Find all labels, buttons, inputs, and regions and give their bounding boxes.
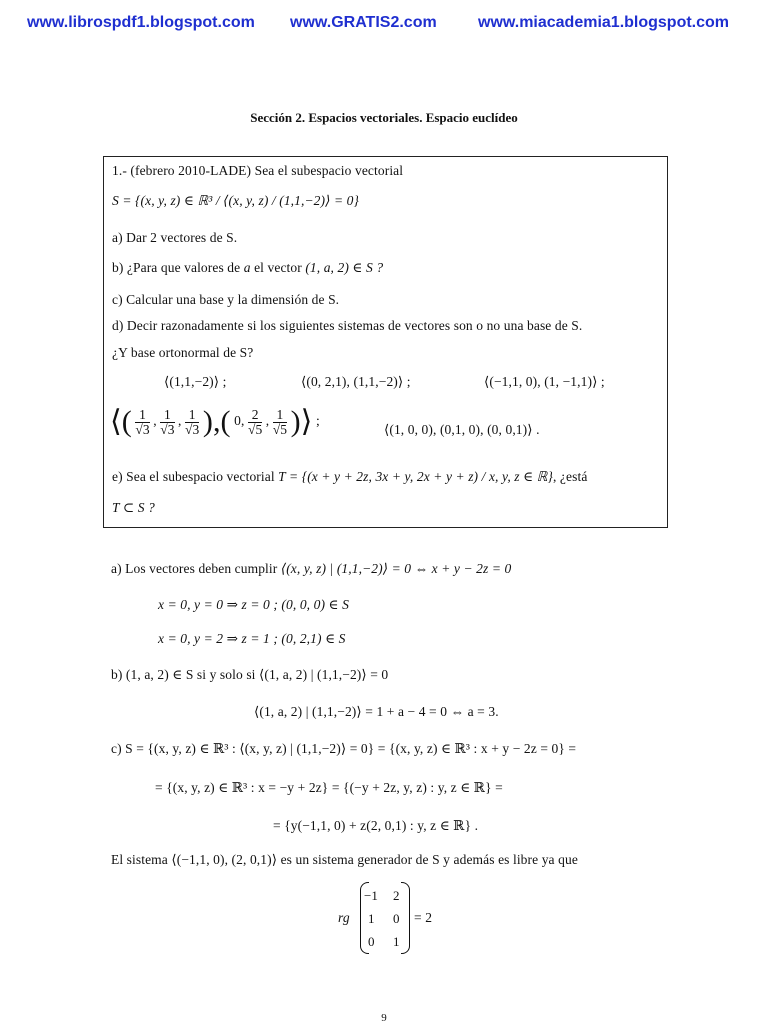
solution-system bbox=[111, 852, 578, 868]
system-5: ⟨(1, 0, 0), (0,1, 0), (0, 0,1)⟩ . bbox=[384, 422, 540, 437]
solution-a-example1: x = 0, y = 0 ⇒ z = 0 ; (0, 0, 0) ∈ S bbox=[158, 597, 349, 612]
matrix-cell: 1 bbox=[368, 911, 375, 926]
item-b-vector: (1, a, 2) ∈ S ? bbox=[305, 260, 384, 275]
angle-close: )⟩ bbox=[290, 405, 313, 438]
fraction bbox=[160, 408, 174, 437]
matrix-bracket-right bbox=[401, 882, 410, 954]
section-title: Sección 2. Espacios vectoriales. Espacio euclídeo bbox=[250, 110, 518, 125]
solution-system-pre: El sistema bbox=[111, 852, 168, 867]
item-b-mid: el vector bbox=[254, 260, 302, 275]
fraction-denominator: √3 bbox=[135, 421, 150, 437]
matrix-cell: −1 bbox=[364, 888, 378, 903]
rank-label: rg bbox=[338, 910, 350, 925]
angle-open: ⟨( bbox=[110, 405, 132, 438]
system-3: ⟨(−1,1, 0), (1, −1,1)⟩ ; bbox=[484, 374, 605, 389]
solution-system-post: es un sistema generador de S y además es libre ya que bbox=[280, 852, 578, 867]
item-e-post: , ¿está bbox=[552, 469, 588, 484]
system-4 bbox=[110, 407, 320, 437]
item-e-line2: T ⊂ S ? bbox=[112, 500, 155, 515]
fraction-numerator: 1 bbox=[135, 408, 149, 423]
problem-box bbox=[103, 156, 668, 528]
comma: , bbox=[178, 413, 182, 429]
item-d-line1: d) Decir razonadamente si los siguientes sistemas de vectores son o no una base de S. bbox=[112, 318, 583, 333]
solution-system-vectors: ⟨(−1,1, 0), (2, 0,1)⟩ bbox=[171, 852, 278, 867]
fraction-denominator: √3 bbox=[160, 421, 175, 437]
item-c: c) Calcular una base y la dimensión de S. bbox=[112, 292, 340, 307]
set-definition: S = {(x, y, z) ∈ ℝ³ / ⟨(x, y, z) / (1,1,−2)⟩ = 0} bbox=[112, 193, 360, 208]
item-e bbox=[112, 469, 587, 485]
item-e-pre: e) Sea el subespacio vectorial bbox=[112, 469, 275, 484]
solution-b: b) (1, a, 2) ∈ S si y solo si ⟨(1, a, 2) | (1,1,−2)⟩ = 0 bbox=[111, 667, 389, 682]
header-link-gratis2[interactable]: www.GRATIS2.com bbox=[290, 14, 437, 31]
solution-a-expr: ⟨(x, y, z) | (1,1,−2)⟩ = 0 ⇔ x + y − 2z = 0 bbox=[280, 561, 512, 576]
fraction bbox=[273, 408, 287, 437]
fraction bbox=[135, 408, 149, 437]
matrix-cell: 0 bbox=[368, 934, 375, 949]
fraction-numerator: 1 bbox=[160, 408, 174, 423]
rank-result: = 2 bbox=[414, 910, 433, 925]
fraction bbox=[248, 408, 262, 437]
fraction-numerator: 2 bbox=[248, 408, 262, 423]
item-b-var: a bbox=[243, 260, 251, 275]
item-e-set: T = {(x + y + 2z, 3x + y, 2x + y + z) / x, y, z ∈ ℝ} bbox=[278, 469, 553, 484]
page-number: 9 bbox=[381, 1012, 387, 1024]
solution-c-line3: = {y(−1,1, 0) + z(2, 0,1) : y, z ∈ ℝ} . bbox=[273, 818, 479, 833]
rank-matrix bbox=[360, 882, 410, 952]
fraction-denominator: √5 bbox=[247, 421, 263, 437]
solution-a-example2: x = 0, y = 2 ⇒ z = 1 ; (0, 2,1) ∈ S bbox=[158, 631, 346, 646]
header-link-miacademia[interactable]: www.miacademia1.blogspot.com bbox=[478, 14, 730, 31]
solution-c-line1: c) S = {(x, y, z) ∈ ℝ³ : ⟨(x, y, z) | (1,1,−2)⟩ = 0} = {(x, y, z) ∈ ℝ³ : x + y − 2z = 0} = bbox=[111, 741, 577, 756]
solution-a-text: a) Los vectores deben cumplir bbox=[111, 561, 278, 576]
paren-close: ),( bbox=[202, 405, 231, 438]
header-link-librospdf[interactable]: www.librospdf1.blogspot.com bbox=[27, 14, 255, 31]
problem-intro: 1.- (febrero 2010-LADE) Sea el subespacio vectorial bbox=[112, 163, 404, 178]
item-d-line2: ¿Y base ortonormal de S? bbox=[112, 345, 254, 360]
solution-b-calc: ⟨(1, a, 2) | (1,1,−2)⟩ = 1 + a − 4 = 0 ⇔ a = 3. bbox=[254, 704, 499, 719]
system-2: ⟨(0, 2,1), (1,1,−2)⟩ ; bbox=[301, 374, 411, 389]
semicolon: ; bbox=[315, 413, 320, 429]
zero-component: 0, bbox=[234, 413, 245, 429]
item-b-pre: b) ¿Para que valores de bbox=[112, 260, 241, 275]
fraction bbox=[185, 408, 199, 437]
matrix-cell: 0 bbox=[393, 911, 400, 926]
matrix-cell: 2 bbox=[393, 888, 400, 903]
fraction-numerator: 1 bbox=[273, 408, 287, 423]
matrix-cell: 1 bbox=[393, 934, 400, 949]
solution-a bbox=[111, 561, 511, 577]
fraction-denominator: √3 bbox=[185, 421, 200, 437]
fraction-denominator: √5 bbox=[272, 421, 288, 437]
comma: , bbox=[265, 413, 270, 429]
fraction-numerator: 1 bbox=[185, 408, 199, 423]
comma: , bbox=[153, 413, 157, 429]
solution-c-line2: = {(x, y, z) ∈ ℝ³ : x = −y + 2z} = {(−y + 2z, y, z) : y, z ∈ ℝ} = bbox=[155, 780, 503, 795]
item-a: a) Dar 2 vectores de S. bbox=[112, 230, 238, 245]
system-1: ⟨(1,1,−2)⟩ ; bbox=[164, 374, 227, 389]
item-b bbox=[112, 260, 383, 276]
